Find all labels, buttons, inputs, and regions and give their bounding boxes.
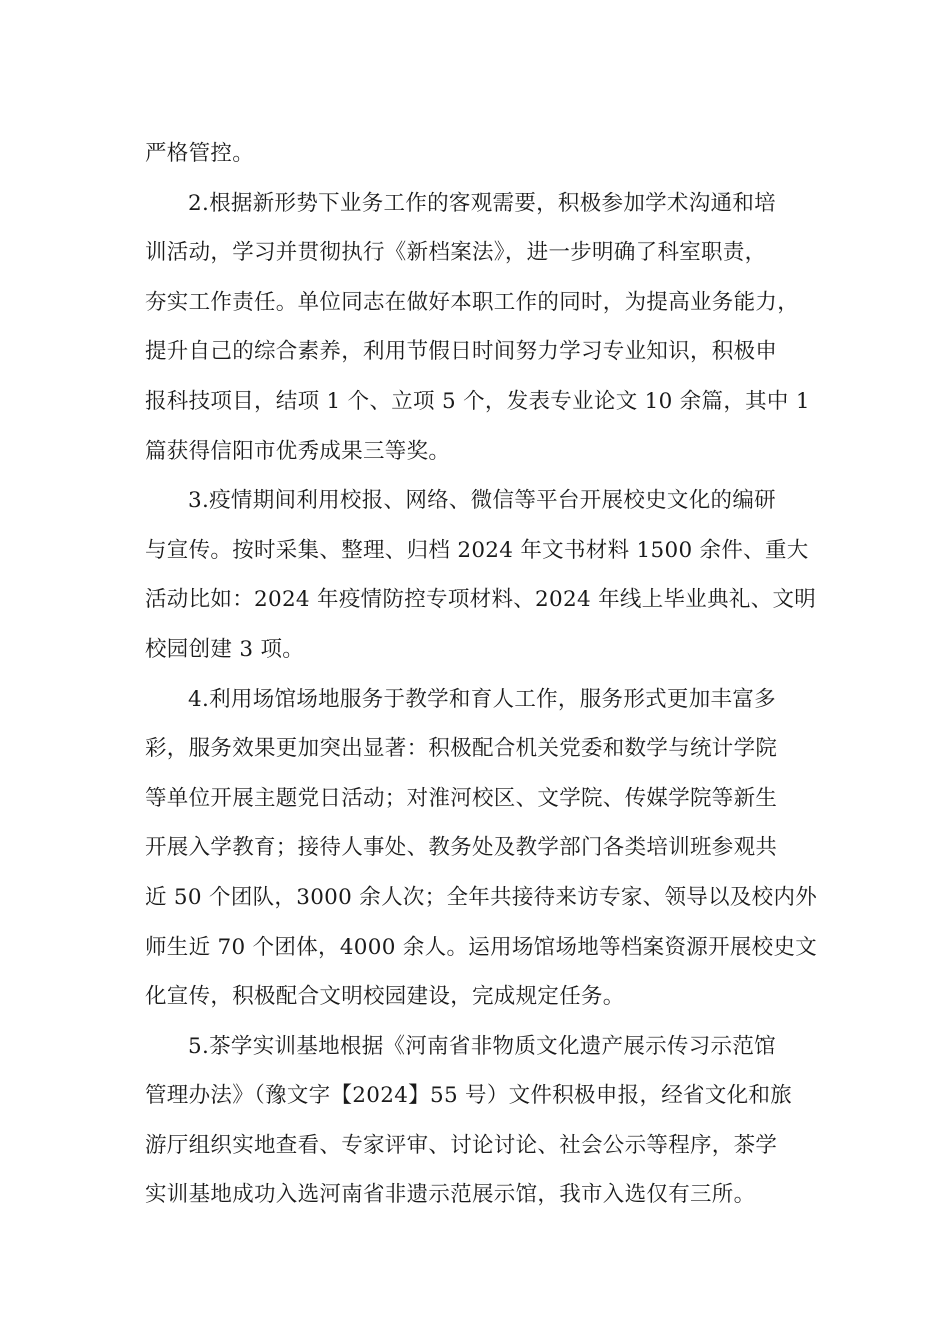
text-line: 实训基地成功入选河南省非遗示范展示馆，我市入选仅有三所。 [145, 1182, 756, 1208]
text-line: 3.疫情期间利用校报、网络、微信等平台开展校史文化的编研 [188, 488, 776, 514]
text-line: 4.利用场馆场地服务于教学和育人工作，服务形式更加丰富多 [188, 686, 776, 712]
text-line: 开展入学教育；接待人事处、教务处及教学部门各类培训班参观共 [145, 835, 778, 861]
text-line: 校园创建 3 项。 [145, 636, 305, 662]
text-line: 彩，服务效果更加突出显著：积极配合机关党委和数学与统计学院 [145, 736, 778, 762]
text-line: 训活动，学习并贯彻执行《新档案法》，进一步明确了科室职责， [145, 240, 767, 266]
text-line: 等单位开展主题党日活动；对淮河校区、文学院、传媒学院等新生 [145, 785, 778, 811]
paragraph-item-3 [145, 476, 835, 674]
text-line: 化宣传，积极配合文明校园建设，完成规定任务。 [145, 984, 625, 1010]
paragraph-item-4 [145, 675, 835, 1022]
text-line: 活动比如：2024 年疫情防控专项材料、2024 年线上毕业典礼、文明 [145, 587, 817, 613]
paragraph-continuation [145, 129, 835, 179]
text-line: 严格管控。 [145, 141, 255, 166]
text-line: 管理办法》（豫文字【2024】55 号）文件积极申报，经省文化和旅 [145, 1083, 793, 1109]
text-line: 报科技项目，结项 1 个、立项 5 个，发表专业论文 10 余篇，其中 1 [145, 388, 810, 414]
text-line: 游厅组织实地查看、专家评审、讨论讨论、社会公示等程序，茶学 [145, 1132, 778, 1158]
text-line: 与宣传。按时采集、整理、归档 2024 年文书材料 1500 余件、重大 [145, 537, 809, 563]
paragraph-item-2 [145, 179, 835, 477]
text-line: 夯实工作责任。单位同志在做好本职工作的同时，为提高业务能力， [145, 289, 800, 315]
text-line: 师生近 70 个团体，4000 余人。运用场馆场地等档案资源开展校史文 [145, 934, 818, 960]
text-line: 2.根据新形势下业务工作的客观需要，积极参加学术沟通和培 [188, 190, 776, 216]
text-line: 提升自己的综合素养，利用节假日时间努力学习专业知识，积极申 [145, 339, 778, 365]
paragraph-item-5 [145, 1022, 835, 1220]
text-line: 近 50 个团队，3000 余人次；全年共接待来访专家、领导以及校内外 [145, 884, 818, 910]
document-body [145, 129, 835, 1220]
text-line: 篇获得信阳市优秀成果三等奖。 [145, 438, 451, 464]
text-line: 5.茶学实训基地根据《河南省非物质文化遗产展示传习示范馆 [188, 1033, 776, 1059]
